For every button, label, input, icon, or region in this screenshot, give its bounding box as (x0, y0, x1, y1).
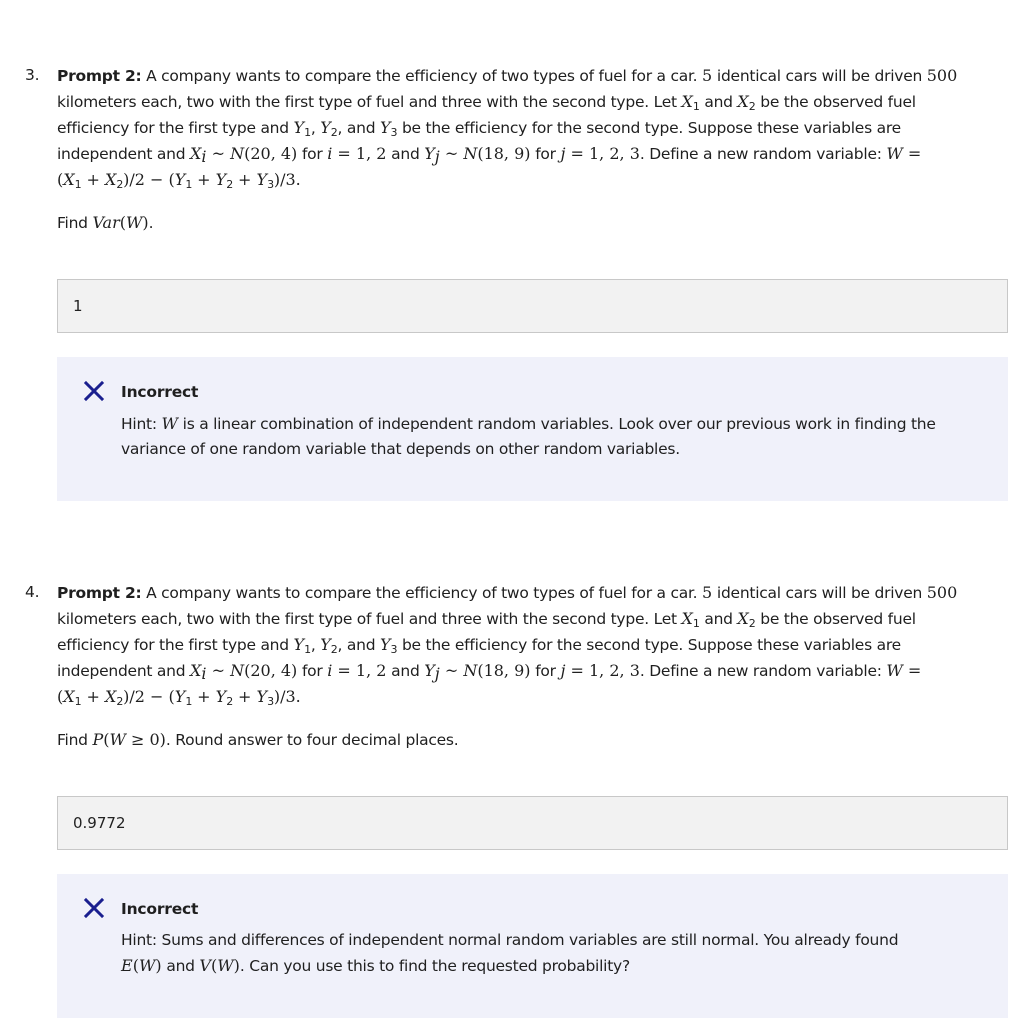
question-number: 3. (25, 66, 40, 84)
feedback-title: Incorrect (121, 383, 199, 401)
prompt-line: independent and $X_i$ ~ N(20, 4) for i = 1, 2 and $Y_j$ ~ N(18, 9) for j = 1, 2, 3. Define a new random variable: W = (57, 144, 922, 166)
answer-input[interactable]: 1 (57, 279, 1008, 333)
prompt-line: $(X_1 + X_2)/2 - (Y_1 + Y_2 + Y_3)/3$. (57, 170, 301, 191)
question-prompt (57, 580, 997, 710)
close-icon (83, 897, 105, 919)
prompt-line: efficiency for the first type and $Y_1$, $Y_2$, and $Y_3$ be the efficiency for the second type. Suppose these variables are (57, 118, 901, 139)
prompt-line: Prompt 2: A company wants to compare the efficiency of two types of fuel for a car. 5 identical cars will be driven 500 (57, 583, 958, 602)
find-instruction: Find Var(W). (57, 213, 154, 232)
prompt-line: $(X_1 + X_2)/2 - (Y_1 + Y_2 + Y_3)/3$. (57, 687, 301, 708)
prompt-line: kilometers each, two with the first type of fuel and three with the second type. Let $X_1$ and $X_2$ be the observed fuel (57, 92, 916, 113)
hint-text: Hint: Sums and differences of independent normal random variables are still normal. You already found E(W) and V(W). Can you use this to find the requested probability? (121, 931, 899, 975)
question-prompt (57, 63, 997, 193)
find-instruction: Find P(W ≥ 0). Round answer to four decimal places. (57, 730, 459, 749)
prompt-line: independent and $X_i$ ~ N(20, 4) for i = 1, 2 and $Y_j$ ~ N(18, 9) for j = 1, 2, 3. Define a new random variable: W = (57, 661, 922, 683)
prompt-line: efficiency for the first type and $Y_1$, $Y_2$, and $Y_3$ be the efficiency for the second type. Suppose these variables are (57, 635, 901, 656)
prompt-line: Prompt 2: A company wants to compare the efficiency of two types of fuel for a car. 5 identical cars will be driven 500 (57, 66, 958, 85)
feedback-panel (57, 874, 1008, 1018)
close-icon (83, 380, 105, 402)
hint-text: Hint: W is a linear combination of independent random variables. Look over our previous work in finding the variance of one random variable that depends on other random variables. (121, 414, 936, 458)
feedback-title: Incorrect (121, 900, 199, 918)
prompt-line: kilometers each, two with the first type of fuel and three with the second type. Let $X_1$ and $X_2$ be the observed fuel (57, 609, 916, 630)
feedback-panel (57, 357, 1008, 501)
prompt-label: Prompt 2: (57, 584, 142, 602)
prompt-label: Prompt 2: (57, 67, 142, 85)
question-number: 4. (25, 583, 40, 601)
answer-input[interactable]: 0.9772 (57, 796, 1008, 850)
